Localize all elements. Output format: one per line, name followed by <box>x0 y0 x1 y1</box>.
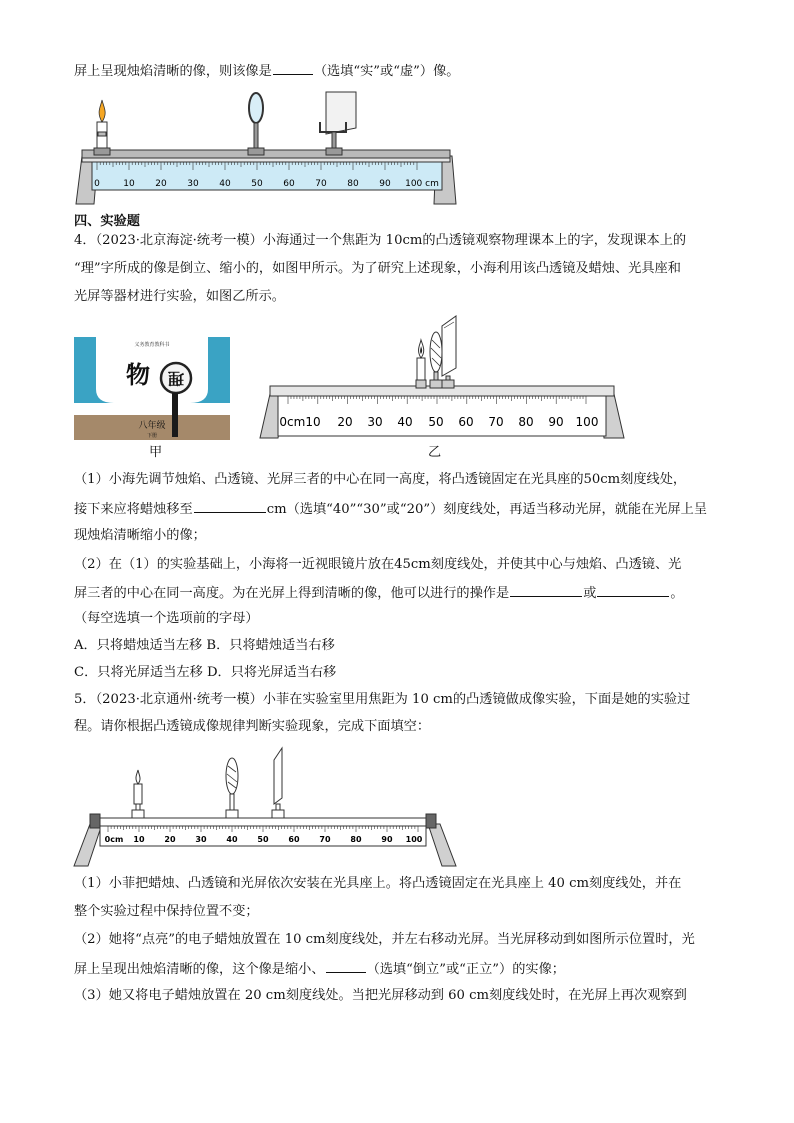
tick-label: 80 <box>350 835 362 844</box>
tick-label: 20 <box>155 179 167 189</box>
book-volume: 下册 <box>146 433 158 439</box>
book-grade: 八年级 <box>138 421 166 431</box>
tick-label: 0cm <box>104 835 124 844</box>
book-title: 物 <box>126 360 150 389</box>
q4-line: 光屏等器材进行实验，如图乙所示。 <box>74 289 285 304</box>
option-line-cd: C．只将光屏适当左移 D．只将光屏适当右移 <box>74 665 337 680</box>
figure-yi-bench <box>256 314 626 440</box>
book-header: 义务教育教科书 <box>134 342 170 348</box>
section-heading: 四、实验题 <box>74 214 140 229</box>
tick-label: 60 <box>288 835 300 844</box>
light-screen <box>272 748 284 818</box>
q4-part1-line: 现烛焰清晰缩小的像； <box>74 528 206 543</box>
q5-part1-line: （1）小菲把蜡烛、凸透镜和光屏依次安装在光具座上。将凸透镜固定在光具座上 40 cm刻度线处，并在 <box>74 876 682 891</box>
figure-optical-bench-3 <box>70 742 460 868</box>
tick-label: 20 <box>164 835 176 844</box>
q5-line: 5．（2023·北京通州·统考一模）小菲在实验室里用焦距为 10 cm的凸透镜做成像实验，下面是她的实验过 <box>74 692 691 707</box>
tick-label: 10 <box>133 835 145 844</box>
tick-label: 80 <box>347 179 359 189</box>
q4-part1-line: （1）小海先调节烛焰、凸透镜、光屏三者的中心在同一高度，将凸透镜固定在光具座的50cm刻度线处， <box>74 472 687 487</box>
figure-caption-jia: 甲 <box>149 445 163 460</box>
candle <box>94 100 110 155</box>
tick-label: 20 <box>337 415 353 429</box>
tick-label: 100 <box>405 835 423 844</box>
q5-part2-line: （2）她将“点亮”的电子蜡烛放置在 10 cm刻度线处，并左右移动光屏。当光屏移动到如图所示位置时，光 <box>74 932 695 947</box>
answer-blank[interactable] <box>510 582 582 597</box>
q4-line: “理”字所成的像是倒立、缩小的，如图甲所示。为了研究上述现象，小海利用该凸透镜及蜡烛、光具座和 <box>74 261 681 276</box>
tick-label: 40 <box>226 835 238 844</box>
answer-blank[interactable] <box>194 498 266 513</box>
answer-blank[interactable] <box>326 958 366 973</box>
tick-label: 60 <box>283 179 295 189</box>
tick-label: 40 <box>219 179 231 189</box>
tick-label: 0cm10 <box>279 415 321 429</box>
tick-label: 10 <box>123 179 135 189</box>
tick-label: 90 <box>379 179 391 189</box>
tick-label: 30 <box>367 415 383 429</box>
tick-label: 0 <box>94 179 100 189</box>
figure-optical-bench-1 <box>70 88 460 208</box>
option-line-ab: A．只将蜡烛适当左移 B．只将蜡烛适当右移 <box>74 638 335 653</box>
tick-label: 100 <box>575 415 599 429</box>
figure-jia-book <box>74 337 230 440</box>
electronic-candle <box>132 770 144 818</box>
light-screen <box>320 92 356 155</box>
q5-part1-line: 整个实验过程中保持位置不变； <box>74 904 259 919</box>
tick-label: 100 cm <box>405 179 439 189</box>
tick-label: 70 <box>488 415 504 429</box>
convex-lens <box>248 93 264 155</box>
q4-part1-line: 接下来应将蜡烛移至 cm（选填“40”“30”或“20”）刻度线处，再适当移动光屏，就能在光屏上呈 <box>74 498 707 520</box>
tick-label: 50 <box>251 179 263 189</box>
figure-caption-yi: 乙 <box>428 445 442 460</box>
tick-label: 60 <box>458 415 474 429</box>
tick-label: 70 <box>315 179 327 189</box>
q4-part2-line: 屏三者的中心在同一高度。为在光屏上得到清晰的像，他可以进行的操作是 或 。 <box>74 582 684 604</box>
q4-part2-line: （2）在（1）的实验基础上，小海将一近视眼镜片放在45cm刻度线处，并使其中心与烛焰、凸透镜、光 <box>74 557 682 572</box>
tick-label: 90 <box>381 835 393 844</box>
tick-label: 50 <box>257 835 269 844</box>
q5-part2-line: 屏上呈现出烛焰清晰的像，这个像是缩小、 （选填“倒立”或“正立”）的实像； <box>74 958 565 980</box>
tick-label: 90 <box>548 415 564 429</box>
answer-blank[interactable] <box>273 60 313 75</box>
tick-label: 80 <box>518 415 534 429</box>
tick-label: 40 <box>397 415 413 429</box>
convex-lens <box>226 758 238 818</box>
q4-line: 4．（2023·北京海淀·统考一模）小海通过一个焦距为 10cm的凸透镜观察物理课本上的字，发现课本上的 <box>74 233 687 248</box>
tick-label: 30 <box>187 179 199 189</box>
q4-note-line: （每空选填一个选项前的字母） <box>74 611 259 626</box>
magnified-char: 理 <box>167 369 185 388</box>
tick-label: 30 <box>195 835 207 844</box>
q3-tail-line: 屏上呈现烛焰清晰的像，则该像是 （选填“实”或“虚”）像。 <box>74 60 459 82</box>
q5-line: 程。请你根据凸透镜成像规律判断实验现象，完成下面填空： <box>74 719 431 734</box>
candle <box>416 340 426 388</box>
tick-label: 50 <box>428 415 444 429</box>
tick-label: 70 <box>319 835 331 844</box>
convex-lens <box>430 332 442 388</box>
q5-part3-line: （3）她又将电子蜡烛放置在 20 cm刻度线处。当把光屏移动到 60 cm刻度线处时，在光屏上再次观察到 <box>74 988 687 1003</box>
answer-blank[interactable] <box>597 582 669 597</box>
light-screen <box>442 316 456 388</box>
